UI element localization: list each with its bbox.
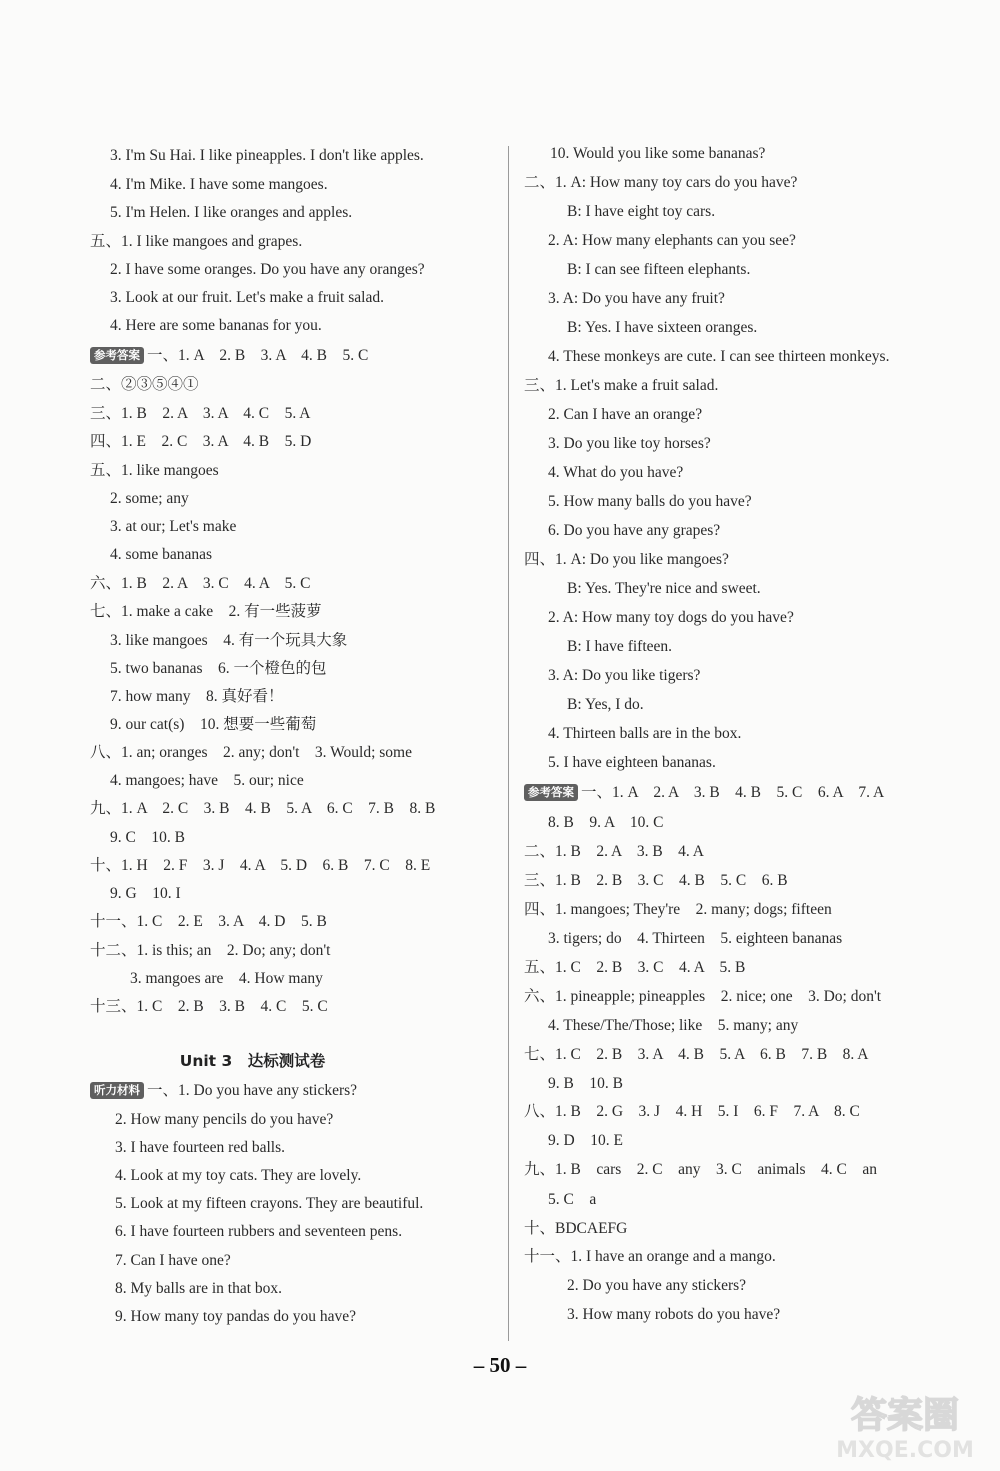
line-text: B: Yes, I do. — [567, 696, 644, 713]
line-text: 五、1. like mangoes — [90, 462, 219, 479]
section-tag: 听力材料 — [90, 1082, 144, 1099]
line-text: 一、1. Do you have any stickers? — [147, 1082, 358, 1099]
line-text: 9. B 10. B — [548, 1075, 623, 1092]
section-tag: 参考答案 — [90, 347, 144, 364]
line-text: 5. How many balls do you have? — [548, 493, 752, 510]
line-text: 一、1. A 2. B 3. A 4. B 5. C — [147, 347, 369, 364]
line-text: 三、1. Let's make a fruit salad. — [524, 377, 719, 394]
answer-line — [548, 463, 683, 483]
answer-line — [110, 517, 236, 537]
line-text: 9. How many toy pandas do you have? — [115, 1308, 357, 1325]
line-text: 5. I'm Helen. I like oranges and apples. — [110, 204, 353, 221]
line-text: 4. Look at my toy cats. They are lovely. — [115, 1167, 362, 1184]
answer-line — [90, 912, 327, 932]
line-text: 4. Thirteen balls are in the box. — [548, 725, 742, 742]
line-text: 十一、1. C 2. E 3. A 4. D 5. B — [90, 913, 327, 930]
line-text: 一、1. A 2. A 3. B 4. B 5. C 6. A 7. A — [581, 784, 885, 801]
line-text: 3. How many robots do you have? — [567, 1306, 781, 1323]
line-text: 4. These monkeys are cute. I can see thirteen monkeys. — [548, 348, 890, 365]
line-text: 8. B 9. A 10. C — [548, 814, 664, 831]
answer-line — [567, 637, 672, 657]
answer-line — [548, 434, 711, 454]
watermark-line2: MXQE.COM — [836, 1438, 974, 1463]
line-text: 5. Look at my fifteen crayons. They are beautiful. — [115, 1195, 424, 1212]
line-text: 5. C a — [548, 1191, 597, 1208]
answer-line — [110, 489, 189, 509]
line-text: 十、1. H 2. F 3. J 4. A 5. D 6. B 7. C 8. E — [90, 857, 431, 874]
line-text: 2. How many pencils do you have? — [115, 1111, 334, 1128]
answer-line — [115, 1138, 285, 1158]
line-text: 4. What do you have? — [548, 464, 684, 481]
answer-line — [110, 545, 212, 565]
answer-line — [90, 997, 328, 1017]
line-text: 四、1. A: Do you like mangoes? — [524, 551, 729, 568]
answer-line — [90, 856, 430, 876]
answer-line — [524, 987, 881, 1007]
answer-line — [110, 687, 284, 707]
line-text: 三、1. B 2. A 3. A 4. C 5. A — [90, 405, 311, 422]
answer-line — [90, 1081, 357, 1101]
answer-line — [524, 783, 884, 803]
line-text: 4. mangoes; have 5. our; nice — [110, 772, 304, 789]
line-text: 7. Can I have one? — [115, 1252, 231, 1269]
answer-line — [524, 871, 788, 891]
line-text: 十三、1. C 2. B 3. B 4. C 5. C — [90, 998, 328, 1015]
answer-line — [548, 1016, 798, 1036]
answer-line — [115, 1166, 361, 1186]
answer-line — [548, 521, 720, 541]
answer-line — [567, 260, 750, 280]
answer-line — [524, 1102, 860, 1122]
line-text: 八、1. B 2. G 3. J 4. H 5. I 6. F 7. A 8. C — [524, 1103, 860, 1120]
answer-line — [110, 884, 181, 904]
answer-line — [90, 574, 310, 594]
line-text: 四、1. E 2. C 3. A 4. B 5. D — [90, 433, 312, 450]
answer-line — [110, 146, 424, 166]
line-text: 2. I have some oranges. Do you have any oranges? — [110, 261, 425, 278]
answer-line — [524, 550, 729, 570]
line-text: 3. Do you like toy horses? — [548, 435, 711, 452]
answer-line — [548, 405, 702, 425]
answer-line — [115, 1307, 356, 1327]
answer-line — [110, 659, 327, 679]
answer-line — [548, 492, 752, 512]
answer-line — [110, 715, 316, 735]
answer-line — [90, 346, 368, 366]
answer-line — [115, 1194, 423, 1214]
line-text: 3. Look at our fruit. Let's make a fruit salad. — [110, 289, 384, 306]
answer-line — [524, 1160, 877, 1180]
line-text: 七、1. make a cake 2. 有一些菠萝 — [90, 603, 322, 620]
answer-line — [90, 799, 435, 819]
answer-line — [524, 173, 797, 193]
page-number: – 50 – — [473, 1353, 527, 1377]
line-text: 4. These/The/Those; like 5. many; any — [548, 1017, 799, 1034]
answer-line — [90, 602, 322, 622]
line-text: 五、1. I like mangoes and grapes. — [90, 233, 303, 250]
answer-line — [524, 842, 704, 862]
line-text: 3. I'm Su Hai. I like pineapples. I don't like apples. — [110, 147, 424, 164]
answer-line — [90, 432, 311, 452]
line-text: 十、BDCAEFG — [524, 1220, 628, 1237]
line-text: 3. tigers; do 4. Thirteen 5. eighteen bananas — [548, 930, 843, 947]
answer-line — [567, 695, 644, 715]
answer-line — [548, 929, 842, 949]
answer-line — [110, 631, 347, 651]
answer-line — [90, 232, 302, 252]
line-text: 3. like mangoes 4. 有一个玩具大象 — [110, 632, 348, 649]
answer-line — [524, 900, 832, 920]
line-text: 二、1. A: How many toy cars do you have? — [524, 174, 798, 191]
answer-line — [567, 579, 761, 599]
answer-line — [110, 771, 304, 791]
answer-line — [110, 288, 384, 308]
line-text: 2. Do you have any stickers? — [567, 1277, 747, 1294]
answer-line — [130, 969, 323, 989]
line-text: 10. Would you like some bananas? — [550, 145, 766, 162]
line-text: 十二、1. is this; an 2. Do; any; don't — [90, 942, 331, 959]
answer-line — [548, 813, 663, 833]
answer-line — [548, 666, 700, 686]
line-text: 8. My balls are in that box. — [115, 1280, 283, 1297]
answer-line — [524, 958, 745, 978]
answer-line — [90, 461, 219, 481]
line-text: B: Yes. I have sixteen oranges. — [567, 319, 758, 336]
answer-line — [548, 1131, 623, 1151]
column-divider — [508, 146, 509, 1341]
answer-line — [110, 203, 352, 223]
line-text: 3. I have fourteen red balls. — [115, 1139, 286, 1156]
line-text: 9. C 10. B — [110, 829, 185, 846]
line-text: 2. A: How many elephants can you see? — [548, 232, 796, 249]
watermark-line1: 答案圈 — [850, 1395, 960, 1436]
answer-line — [524, 1247, 776, 1267]
line-text: 2. A: How many toy dogs do you have? — [548, 609, 794, 626]
line-text: 五、1. C 2. B 3. C 4. A 5. B — [524, 959, 746, 976]
answer-line — [110, 175, 328, 195]
line-text: 六、1. pineapple; pineapples 2. nice; one 3. Do; don't — [524, 988, 882, 1005]
line-text: 三、1. B 2. B 3. C 4. B 5. C 6. B — [524, 872, 788, 889]
answer-line — [548, 1190, 596, 1210]
answer-line — [548, 347, 889, 367]
line-text: B: Yes. They're nice and sweet. — [567, 580, 761, 597]
answer-line — [115, 1251, 231, 1271]
answer-line — [90, 743, 412, 763]
line-text: 六、1. B 2. A 3. C 4. A 5. C — [90, 575, 311, 592]
line-text: 9. D 10. E — [548, 1132, 623, 1149]
line-text: 6. I have fourteen rubbers and seventeen pens. — [115, 1223, 403, 1240]
answer-line — [110, 260, 425, 280]
answer-line — [548, 289, 725, 309]
answer-line — [548, 608, 794, 628]
answer-line — [110, 316, 322, 336]
line-text: 四、1. mangoes; They're 2. many; dogs; fifteen — [524, 901, 832, 918]
answer-line — [567, 318, 757, 338]
line-text: B: I have fifteen. — [567, 638, 673, 655]
answer-line — [115, 1110, 333, 1130]
line-text: 4. Here are some bananas for you. — [110, 317, 322, 334]
answer-line — [524, 376, 718, 396]
line-text: 3. at our; Let's make — [110, 518, 237, 535]
answer-line — [548, 753, 716, 773]
answer-line — [110, 828, 185, 848]
line-text: 九、1. A 2. C 3. B 4. B 5. A 6. C 7. B 8. B — [90, 800, 436, 817]
line-text: B: I can see fifteen elephants. — [567, 261, 751, 278]
line-text: 4. some bananas — [110, 546, 213, 563]
line-text: 七、1. C 2. B 3. A 4. B 5. A 6. B 7. B 8. A — [524, 1046, 869, 1063]
answer-line — [567, 1305, 780, 1325]
line-text: 八、1. an; oranges 2. any; don't 3. Would; some — [90, 744, 412, 761]
line-text: 5. two bananas 6. 一个橙色的包 — [110, 660, 327, 677]
answer-line — [90, 375, 199, 395]
line-text: 二、②③⑤④① — [90, 376, 199, 393]
answer-line — [115, 1222, 402, 1242]
answer-line — [567, 202, 715, 222]
answer-line — [524, 1045, 869, 1065]
line-text: 3. A: Do you like tigers? — [548, 667, 701, 684]
line-text: 十一、1. I have an orange and a mango. — [524, 1248, 776, 1265]
answer-line — [524, 1219, 627, 1239]
line-text: 7. how many 8. 真好看！ — [110, 688, 284, 705]
answer-line — [567, 1276, 746, 1296]
line-text: 二、1. B 2. A 3. B 4. A — [524, 843, 704, 860]
answer-line — [90, 404, 310, 424]
line-text: 5. I have eighteen bananas. — [548, 754, 716, 771]
answer-line — [548, 231, 796, 251]
line-text: 3. A: Do you have any fruit? — [548, 290, 725, 307]
line-text: 6. Do you have any grapes? — [548, 522, 721, 539]
section-heading: Unit 3 达标测试卷 — [179, 1052, 326, 1070]
answer-line — [550, 144, 765, 164]
section-tag: 参考答案 — [524, 784, 578, 801]
watermark-logo — [820, 1385, 990, 1465]
answer-line — [548, 724, 741, 744]
line-text: 9. our cat(s) 10. 想要一些葡萄 — [110, 716, 317, 733]
line-text: 2. some; any — [110, 490, 189, 507]
line-text: 3. mangoes are 4. How many — [130, 970, 323, 987]
line-text: 九、1. B cars 2. C any 3. C animals 4. C an — [524, 1161, 878, 1178]
answer-line — [115, 1279, 282, 1299]
line-text: B: I have eight toy cars. — [567, 203, 716, 220]
answer-line — [548, 1074, 623, 1094]
line-text: 2. Can I have an orange? — [548, 406, 703, 423]
line-text: 4. I'm Mike. I have some mangoes. — [110, 176, 328, 193]
line-text: 9. G 10. I — [110, 885, 181, 902]
answer-line — [90, 941, 330, 961]
